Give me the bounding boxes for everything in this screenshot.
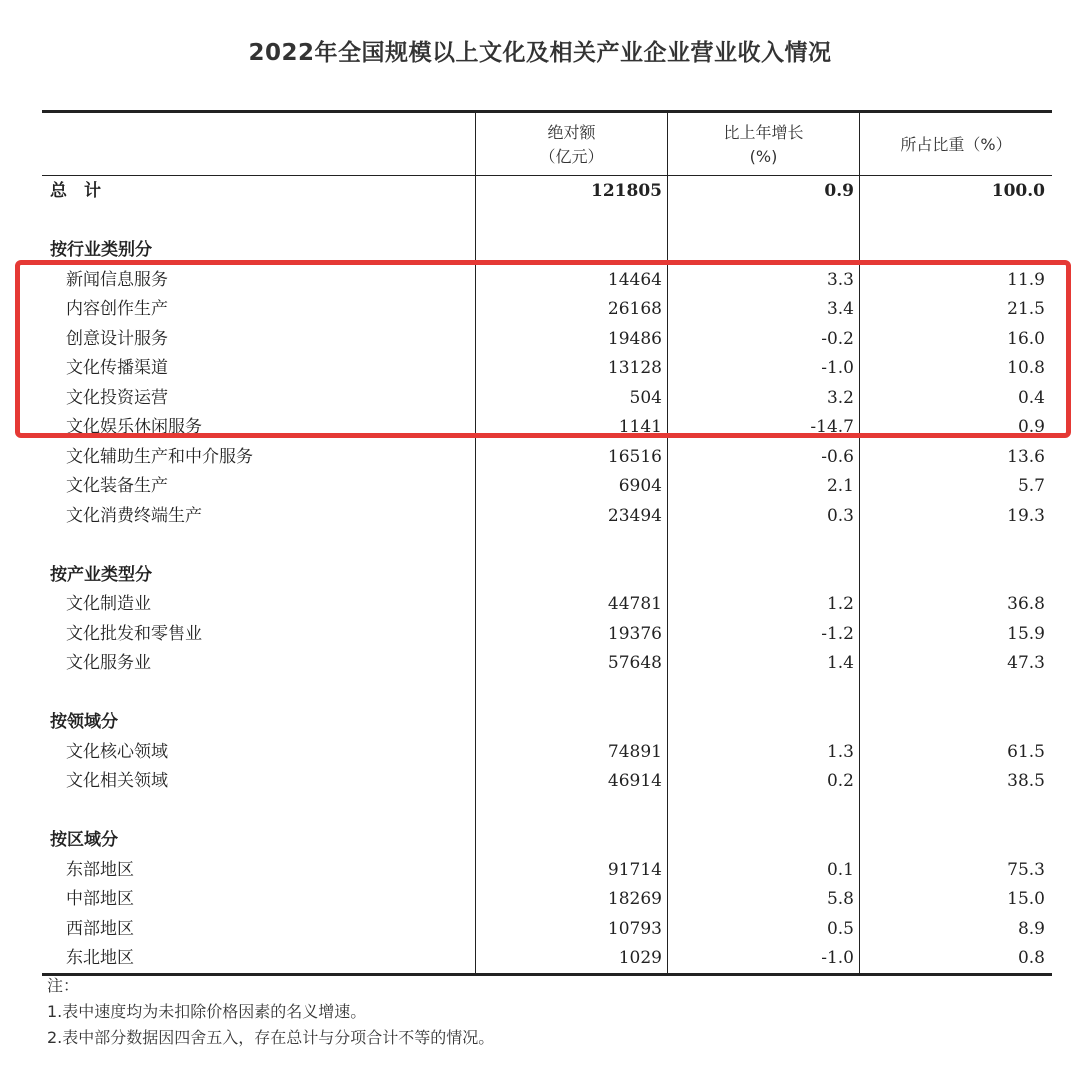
header-growth: 比上年增长 (%) [723, 123, 804, 166]
value-share: 38.5 [1007, 771, 1045, 791]
row-label: 文化服务业 [66, 653, 151, 673]
row-label: 东北地区 [66, 948, 134, 968]
value-share: 8.9 [1017, 918, 1045, 939]
value-growth: 5.8 [826, 889, 854, 909]
value-amount: 91714 [607, 859, 662, 880]
row-label: 中部地区 [66, 889, 134, 909]
row-label: 文化制造业 [66, 594, 151, 614]
row-label: 总 计 [50, 181, 101, 201]
value-growth: 3.4 [826, 299, 854, 319]
table-row [42, 767, 1052, 797]
section-header-row [42, 236, 1052, 266]
value-amount: 74891 [607, 741, 662, 762]
section-label: 按产业类型分 [50, 564, 152, 585]
table-row [42, 502, 1052, 532]
table-row [42, 413, 1052, 443]
value-growth: -0.2 [821, 328, 854, 349]
table-row [42, 856, 1052, 886]
table-row [42, 472, 1052, 502]
table-row [42, 620, 1052, 650]
header-absolute-amount: 绝对额 （亿元） [539, 123, 604, 166]
value-growth: -1.0 [821, 358, 854, 378]
value-share: 19.3 [1007, 505, 1045, 526]
value-share: 10.8 [1007, 358, 1045, 378]
note-2: 2.表中部分数据因四舍五入，存在总计与分项合计不等的情况。 [47, 1028, 495, 1047]
value-share: 0.8 [1017, 948, 1045, 968]
value-amount: 10793 [607, 918, 662, 939]
row-label: 文化批发和零售业 [66, 623, 202, 644]
section-header-row [42, 826, 1052, 856]
table-row [42, 590, 1052, 620]
notes [47, 973, 494, 1051]
value-amount: 16516 [607, 446, 662, 467]
section-label: 按区域分 [50, 830, 118, 850]
table-row [42, 266, 1052, 296]
value-growth: 1.3 [826, 741, 854, 762]
value-growth: 0.5 [826, 918, 854, 939]
note-1: 1.表中速度均为未扣除价格因素的名义增速。 [47, 1002, 367, 1021]
row-label: 文化娱乐休闲服务 [66, 417, 202, 437]
value-share: 100.0 [991, 181, 1045, 201]
value-growth: 1.2 [826, 594, 854, 614]
value-amount: 121805 [591, 181, 662, 201]
revenue-table [42, 110, 1052, 976]
value-amount: 46914 [607, 771, 662, 791]
value-share: 13.6 [1007, 446, 1045, 467]
value-share: 61.5 [1007, 741, 1045, 762]
value-share: 0.9 [1017, 417, 1045, 437]
table-row [42, 944, 1052, 974]
value-share: 15.0 [1007, 889, 1045, 909]
section-header-row [42, 708, 1052, 738]
row-label: 创意设计服务 [66, 328, 168, 349]
value-growth: 0.9 [824, 181, 854, 201]
table-row [42, 649, 1052, 679]
value-share: 0.4 [1017, 387, 1045, 408]
section-label: 按行业类别分 [50, 240, 152, 260]
note-heading: 注： [47, 976, 80, 995]
row-label: 文化辅助生产和中介服务 [66, 446, 253, 467]
value-growth: 1.4 [826, 653, 854, 673]
row-label: 内容创作生产 [66, 299, 168, 319]
table-row [42, 354, 1052, 384]
row-label: 文化装备生产 [66, 476, 168, 496]
value-amount: 18269 [607, 889, 662, 909]
value-amount: 19376 [607, 623, 662, 644]
table-row [42, 443, 1052, 473]
value-amount: 1141 [618, 417, 662, 437]
value-share: 11.9 [1007, 269, 1045, 290]
table-row [42, 325, 1052, 355]
row-label: 文化消费终端生产 [66, 505, 202, 526]
value-amount: 26168 [607, 299, 662, 319]
value-amount: 44781 [607, 594, 662, 614]
table-row [42, 295, 1052, 325]
value-amount: 13128 [607, 358, 662, 378]
value-amount: 504 [629, 387, 662, 408]
value-share: 36.8 [1007, 594, 1045, 614]
value-growth: 0.2 [826, 771, 854, 791]
value-share: 47.3 [1007, 653, 1045, 673]
value-growth: 3.3 [826, 269, 854, 290]
table-row [42, 384, 1052, 414]
value-growth: 0.1 [826, 859, 854, 880]
value-growth: 2.1 [826, 476, 854, 496]
value-share: 21.5 [1007, 299, 1045, 319]
row-label: 东部地区 [66, 859, 134, 880]
value-amount: 19486 [607, 328, 662, 349]
row-label: 文化相关领域 [66, 771, 168, 791]
header-share: 所占比重（%） [900, 135, 1012, 154]
table-row [42, 885, 1052, 915]
row-label: 文化核心领域 [66, 741, 168, 762]
section-header-row [42, 561, 1052, 591]
row-label: 文化传播渠道 [66, 358, 168, 378]
row-label: 西部地区 [66, 918, 134, 939]
value-growth: 3.2 [826, 387, 854, 408]
section-label: 按领域分 [50, 712, 118, 732]
value-amount: 14464 [607, 269, 662, 290]
page-title: 2022年全国规模以上文化及相关产业企业营业收入情况 [248, 40, 832, 66]
value-share: 15.9 [1007, 623, 1045, 644]
row-label: 文化投资运营 [66, 387, 168, 408]
value-growth: -0.6 [821, 446, 854, 467]
value-growth: -1.2 [821, 623, 854, 644]
total-row [42, 177, 1052, 207]
value-share: 75.3 [1007, 859, 1045, 880]
header-divider [42, 175, 1052, 176]
value-amount: 6904 [618, 476, 662, 496]
row-label: 新闻信息服务 [66, 269, 168, 290]
value-amount: 57648 [607, 653, 662, 673]
value-share: 5.7 [1017, 476, 1045, 496]
table-row [42, 915, 1052, 945]
table-row [42, 738, 1052, 768]
value-amount: 1029 [618, 948, 662, 968]
value-share: 16.0 [1007, 328, 1045, 349]
value-amount: 23494 [607, 505, 662, 526]
value-growth: -1.0 [821, 948, 854, 968]
value-growth: -14.7 [810, 417, 854, 437]
value-growth: 0.3 [826, 505, 854, 526]
